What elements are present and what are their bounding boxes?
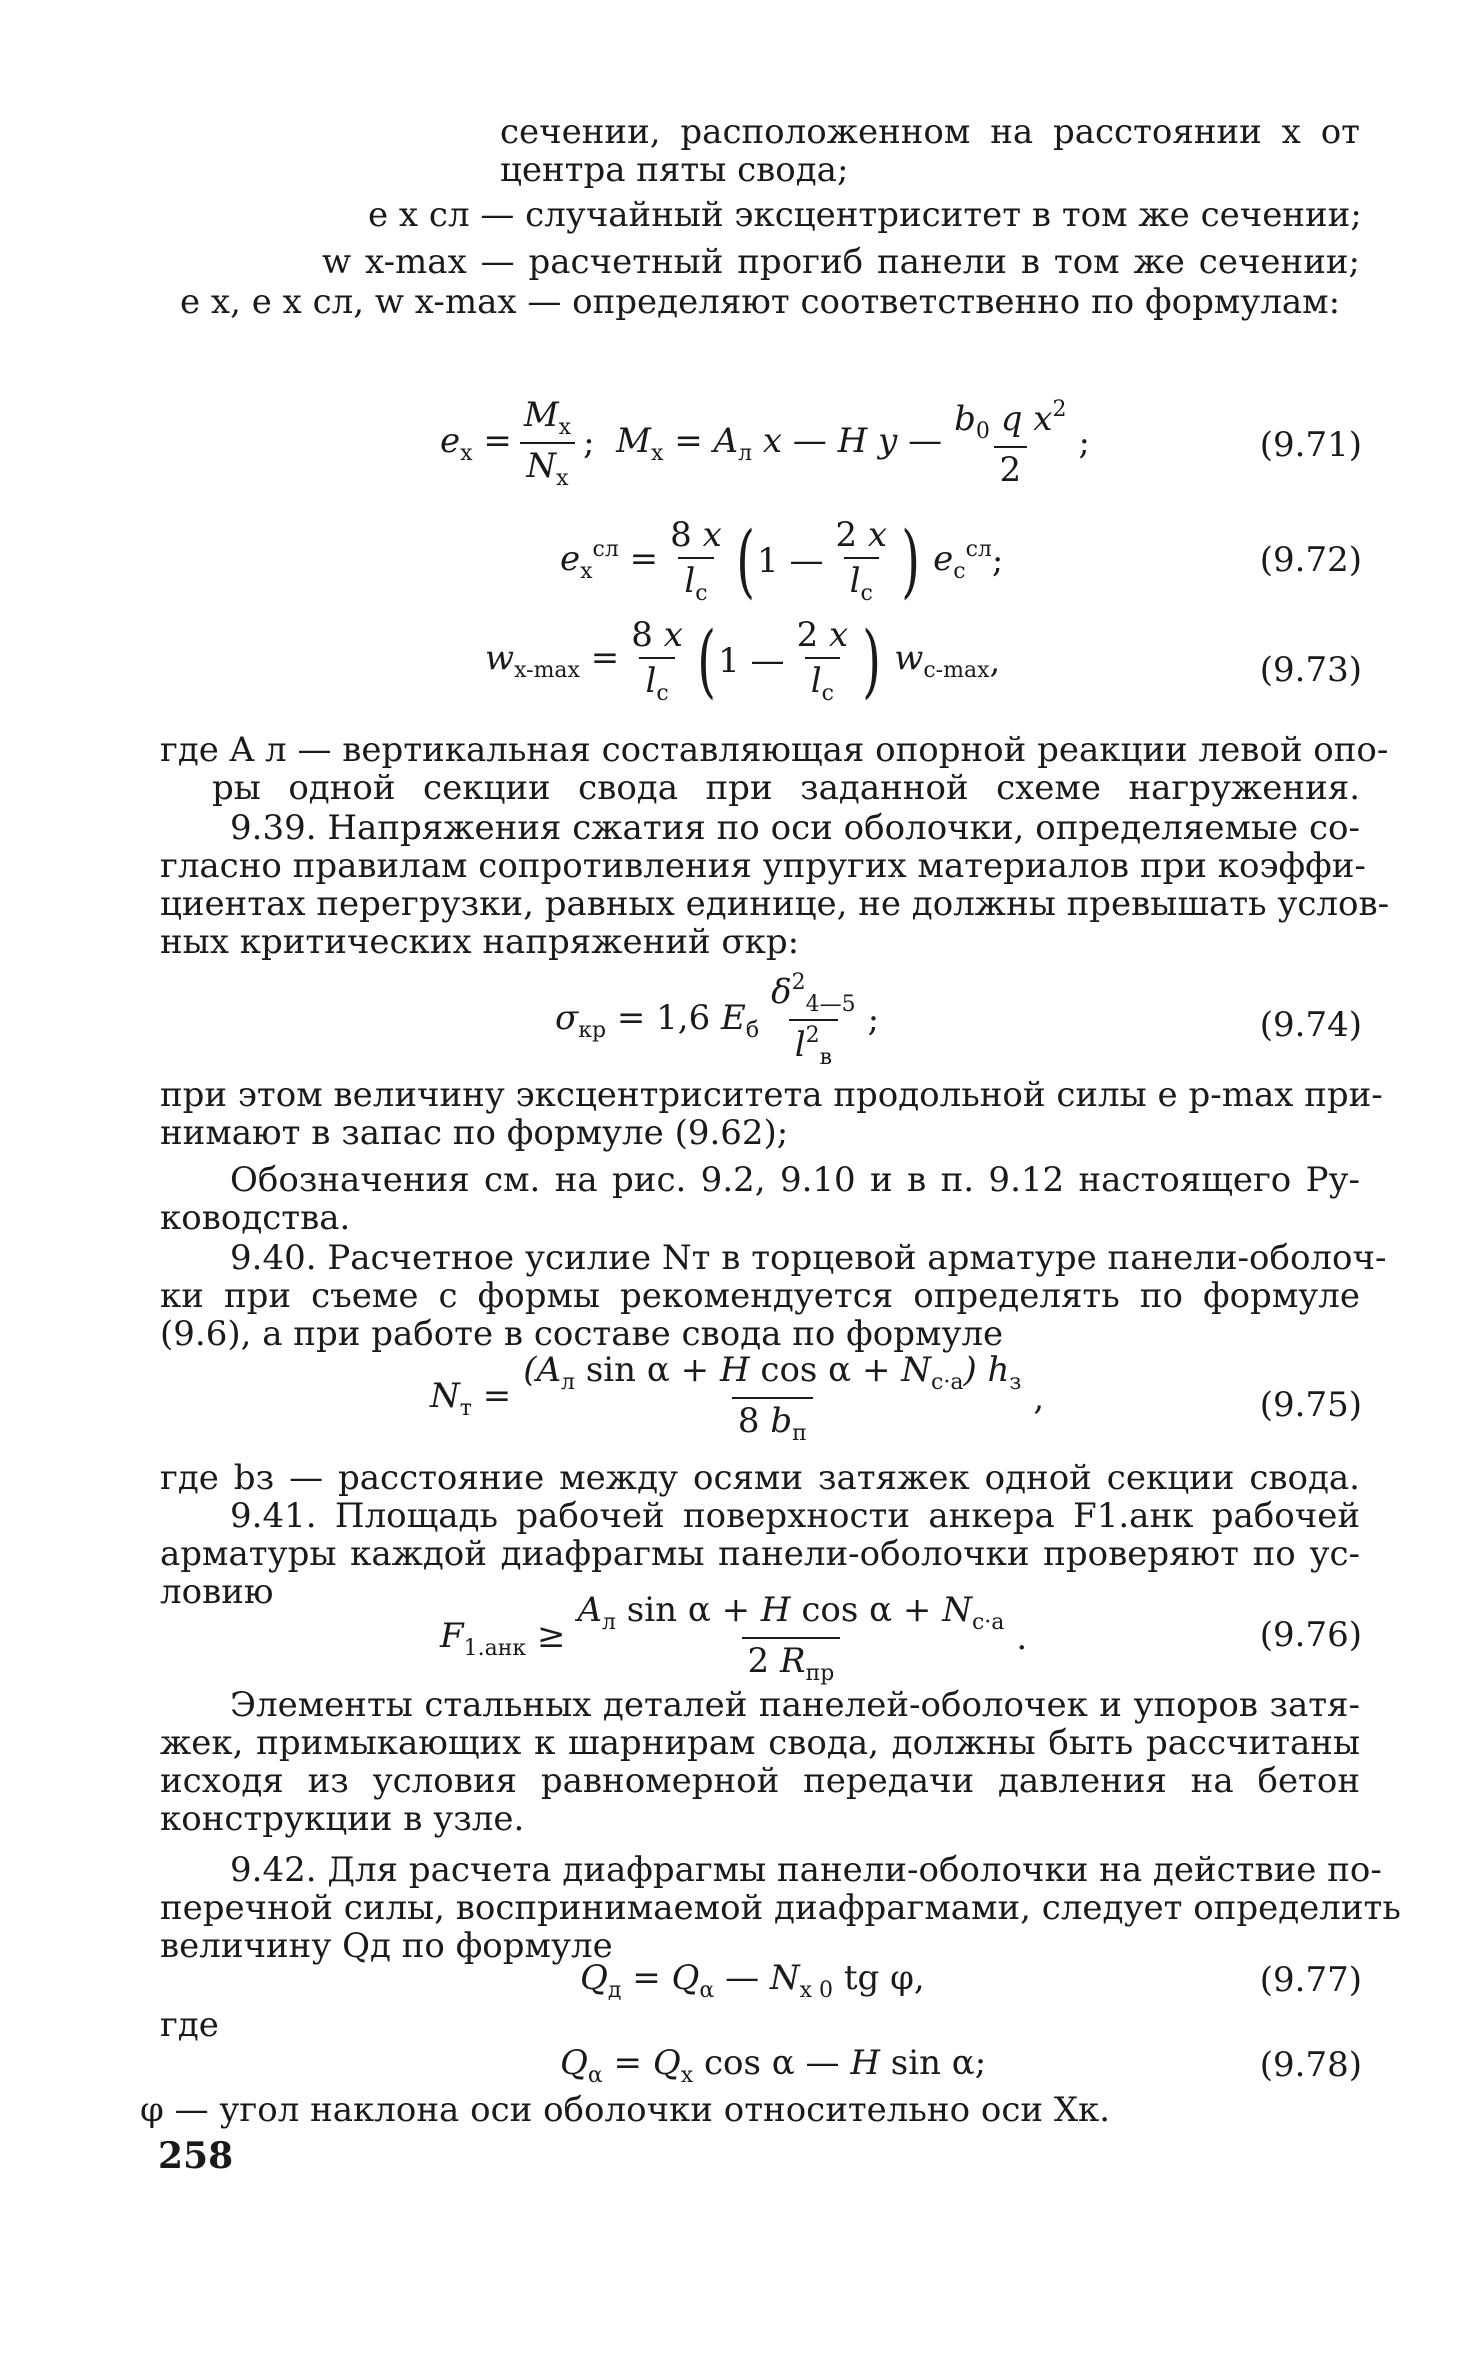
text-line: нимают в запас по формуле (9.62); [160, 1113, 789, 1153]
equation-number: (9.75) [1259, 1385, 1362, 1425]
text-line: величину Qд по формуле [160, 1926, 613, 1966]
text-line: Элементы стальных деталей панелей-оболочек и упоров затя- [230, 1685, 1360, 1725]
equation-number: (9.76) [1259, 1615, 1362, 1655]
text-line: при этом величину эксцентриситета продольной силы e p-max при- [160, 1075, 1383, 1115]
text-line: 9.41. Площадь рабочей поверхности анкера F1.анк рабочей [230, 1496, 1360, 1536]
text-line: гласно правилам сопротивления упругих материалов при коэффи- [160, 846, 1366, 886]
text-line: (9.6), а при работе в составе свода по формуле [160, 1314, 1004, 1354]
text-line: циентах перегрузки, равных единице, не должны превышать услов- [160, 884, 1390, 924]
text-line: ководства. [160, 1198, 351, 1238]
text-line: e x, e x сл, w x-max — определяют соответственно по формулам: [180, 282, 1341, 322]
text-line: ры одной секции свода при заданной схеме нагружения. [212, 768, 1360, 808]
text-line: ловию [160, 1572, 274, 1612]
text-line: где [160, 2005, 219, 2045]
equation-number: (9.77) [1259, 1960, 1362, 2000]
equation-9-72: $e_x^{сл}$ = $\frac{8 x}{l_с}$ ( 1 — $\frac{2 x}{l_с}$ ) $e_с^{сл}$ ; [560, 513, 1004, 607]
text-line: где bз — расстояние между осями затяжек одной секции свода. [160, 1458, 1360, 1498]
text-line: где A л — вертикальная составляющая опорной реакции левой опо- [160, 730, 1389, 770]
text-line: жек, примыкающих к шарнирам свода, должны быть рассчитаны [160, 1723, 1360, 1763]
equation-9-78: $Q_\alpha = Q_x$ cos α — H sin α; [560, 2042, 987, 2088]
text-line: 9.39. Напряжения сжатия по оси оболочки, определяемые со- [230, 808, 1360, 848]
text-line: центра пяты свода; [500, 150, 849, 190]
text-line: Обозначения см. на рис. 9.2, 9.10 и в п. 9.12 настоящего Ру- [230, 1160, 1360, 1200]
equation-number: (9.72) [1259, 540, 1362, 580]
equation-number: (9.74) [1259, 1005, 1362, 1045]
equation-number: (9.73) [1259, 650, 1362, 690]
text-line: перечной силы, воспринимаемой диафрагмами, следует определить [160, 1888, 1401, 1928]
text-line: e x сл — случайный эксцентриситет в том же сечении; [368, 195, 1362, 235]
equation-9-74: $\sigma_{кр} = 1,6$ $E_б$ $\frac{\delta^2_{4—5}}{l^2_в}$ ; [555, 970, 880, 1070]
text-line: исходя из условия равномерной передачи давления на бетон [160, 1761, 1360, 1801]
equation-9-71: $e_x$ = $\frac{M_x}{N_x}$ ; $M_x = A_л$ x — H y — $\frac{b_0 q x^2}{2}$ ; [440, 395, 1090, 491]
equation-number: (9.78) [1259, 2045, 1362, 2085]
equation-number: (9.71) [1259, 425, 1362, 465]
text-line: сечении, расположенном на расстоянии x от [500, 112, 1360, 152]
text-line: ки при съеме с формы рекомендуется определять по формуле [160, 1276, 1360, 1316]
text-line: арматуры каждой диафрагмы панели-оболочки проверяют по ус- [160, 1534, 1360, 1574]
text-line: ных критических напряжений σкр: [160, 922, 800, 962]
text-line: конструкции в узле. [160, 1799, 525, 1839]
text-line: w x-max — расчетный прогиб панели в том же сечении; [322, 242, 1360, 282]
equation-9-75: $N_т$ = $\frac{(A_л \sin \alpha + H \cos \alpha + N_{с\cdot а}) h_з}{8 b_п}$ , [430, 1350, 1045, 1446]
equation-9-76: $F_{1.анк}$ ≥ $\frac{A_л \sin \alpha + H \cos \alpha + N_{с\cdot а}}{2 R_{пр}}$ . [440, 1590, 1028, 1686]
text-line: 9.42. Для расчета диафрагмы панели-оболочки на действие по- [230, 1850, 1382, 1890]
equation-9-73: $w_{x-max}$ = $\frac{8 x}{l_с}$ ( 1 — $\frac{2 x}{l_с}$ ) $w_{с-max}$ , [485, 613, 1001, 707]
text-line: 9.40. Расчетное усилие Nт в торцевой арматуре панели-оболоч- [230, 1238, 1387, 1278]
text-line: φ — угол наклона оси оболочки относительно оси Xк. [140, 2090, 1111, 2130]
page-number: 258 [158, 2135, 234, 2177]
equation-9-77: $Q_д = Q_\alpha$ — $N_{x 0}$ tg φ, [580, 1957, 925, 2003]
